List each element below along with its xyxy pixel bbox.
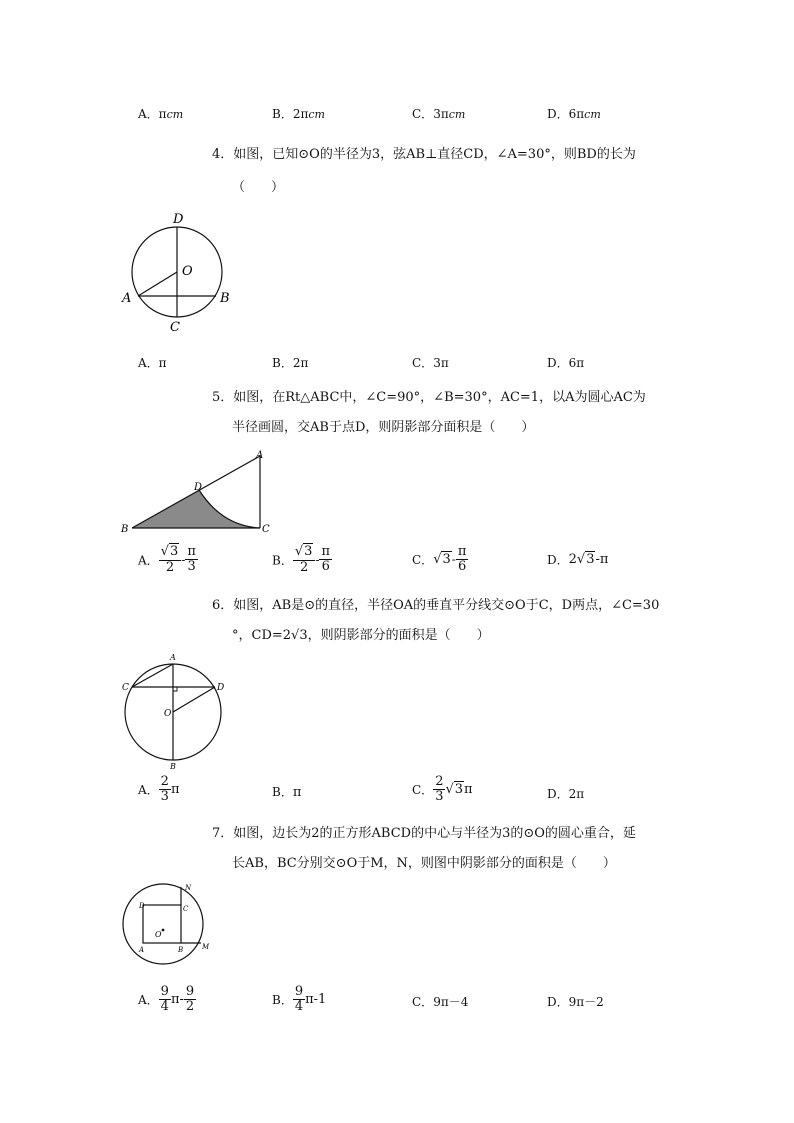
q4-figure bbox=[118, 210, 238, 338]
q4-label-c: C bbox=[170, 320, 180, 335]
q7-label-d: D bbox=[139, 902, 145, 910]
q6-option-b[interactable]: B．π bbox=[272, 785, 302, 800]
q7-option-d[interactable]: D．9π－2 bbox=[547, 995, 604, 1009]
q6-label-d: D bbox=[217, 683, 225, 693]
q7-label-b: B bbox=[178, 946, 184, 954]
q5-label-b: B bbox=[121, 524, 129, 535]
q7-stem-line2: 长AB，BC分别交⊙O于M，N，则图中阴影部分的面积是（ ） bbox=[232, 856, 616, 871]
q4-radius-oa bbox=[138, 272, 177, 296]
q6-stem-line1: 6．如图，AB是⊙的直径，半径OA的垂直平分线交⊙O于C，D两点，∠C=30 bbox=[212, 598, 660, 613]
q4-label-o: O bbox=[182, 264, 193, 279]
q4-label-a: A bbox=[122, 291, 132, 306]
q6-option-a[interactable]: A． $\frac{2}{3}$ π bbox=[138, 774, 180, 804]
q7-center-dot bbox=[162, 929, 165, 932]
q4-label-b: B bbox=[220, 291, 230, 306]
q3-option-a[interactable]: A．πcm bbox=[138, 107, 184, 121]
q4-option-d[interactable]: D．6π bbox=[547, 356, 585, 370]
q7-option-b[interactable]: B． $\frac{9}{4}$ π-1 bbox=[272, 984, 327, 1014]
q5-option-d[interactable]: D．2√3-π bbox=[547, 552, 609, 567]
q5-stem-line2: 半径画圆，交AB于点D，则阴影部分面积是（ ） bbox=[232, 420, 535, 435]
q5-option-a[interactable]: A． $\frac{√3}{2}$ - $\frac{\pi}{3}$ bbox=[138, 544, 196, 575]
q5-option-b[interactable]: B． $\frac{√3}{2}$ - $\frac{\pi}{6}$ bbox=[272, 544, 331, 575]
q5-shaded-region bbox=[132, 490, 260, 528]
q5-label-d: D bbox=[194, 482, 203, 493]
q3-option-c[interactable]: C．3πcm bbox=[412, 107, 466, 121]
q7-label-c: C bbox=[183, 905, 189, 913]
q6-label-c: C bbox=[122, 683, 129, 693]
q5-label-a: A bbox=[256, 450, 264, 461]
q6-option-d[interactable]: D．2π bbox=[547, 787, 585, 801]
q6-segment-ca bbox=[132, 664, 173, 687]
q7-square-abcd bbox=[143, 905, 181, 943]
q7-option-a[interactable]: A． $\frac{9}{4}$ π- $\frac{9}{2}$ bbox=[138, 984, 195, 1014]
q4-option-b[interactable]: B．2π bbox=[272, 356, 309, 370]
q4-option-c[interactable]: C．3π bbox=[412, 356, 449, 370]
q6-radius-od bbox=[173, 687, 215, 712]
q6-figure bbox=[118, 650, 238, 772]
q7-figure bbox=[118, 880, 218, 968]
q3-option-b[interactable]: B．2πcm bbox=[272, 107, 325, 121]
q6-label-a: A bbox=[170, 653, 176, 662]
q7-label-m: M bbox=[202, 943, 210, 951]
q5-figure bbox=[118, 448, 278, 538]
q5-label-c: C bbox=[262, 524, 270, 535]
q7-label-o: O bbox=[155, 930, 162, 939]
q6-label-o: O bbox=[164, 709, 172, 719]
q4-option-a[interactable]: A．π bbox=[138, 356, 167, 370]
q5-option-c[interactable]: C．√3- $\frac{\pi}{6}$ bbox=[412, 544, 467, 574]
q7-stem-line1: 7．如图，边长为2的正方形ABCD的中心与半径为3的⊙O的圆心重合，延 bbox=[212, 826, 636, 841]
q6-stem-line2: °，CD=2√3，则阴影部分的面积是（ ） bbox=[232, 628, 490, 643]
q6-label-b: B bbox=[170, 762, 176, 771]
q4-label-d: D bbox=[173, 212, 184, 227]
q7-circle bbox=[123, 884, 203, 964]
q4-stem-line1: 4．如图，已知⊙O的半径为3，弦AB⊥直径CD，∠A=30°，则BD的长为 bbox=[212, 147, 636, 162]
q4-stem-line2: （ ） bbox=[232, 180, 285, 195]
q5-stem-line1: 5．如图，在Rt△ABC中，∠C=90°，∠B=30°，AC=1，以A为圆心AC为 bbox=[212, 390, 646, 405]
q7-label-n: N bbox=[185, 884, 192, 892]
q7-label-a: A bbox=[139, 946, 145, 954]
q3-option-d[interactable]: D．6πcm bbox=[547, 107, 601, 121]
q6-option-c[interactable]: C． $\frac{2}{3}$ √3π bbox=[412, 774, 473, 804]
q7-option-c[interactable]: C．9π－4 bbox=[412, 995, 469, 1009]
